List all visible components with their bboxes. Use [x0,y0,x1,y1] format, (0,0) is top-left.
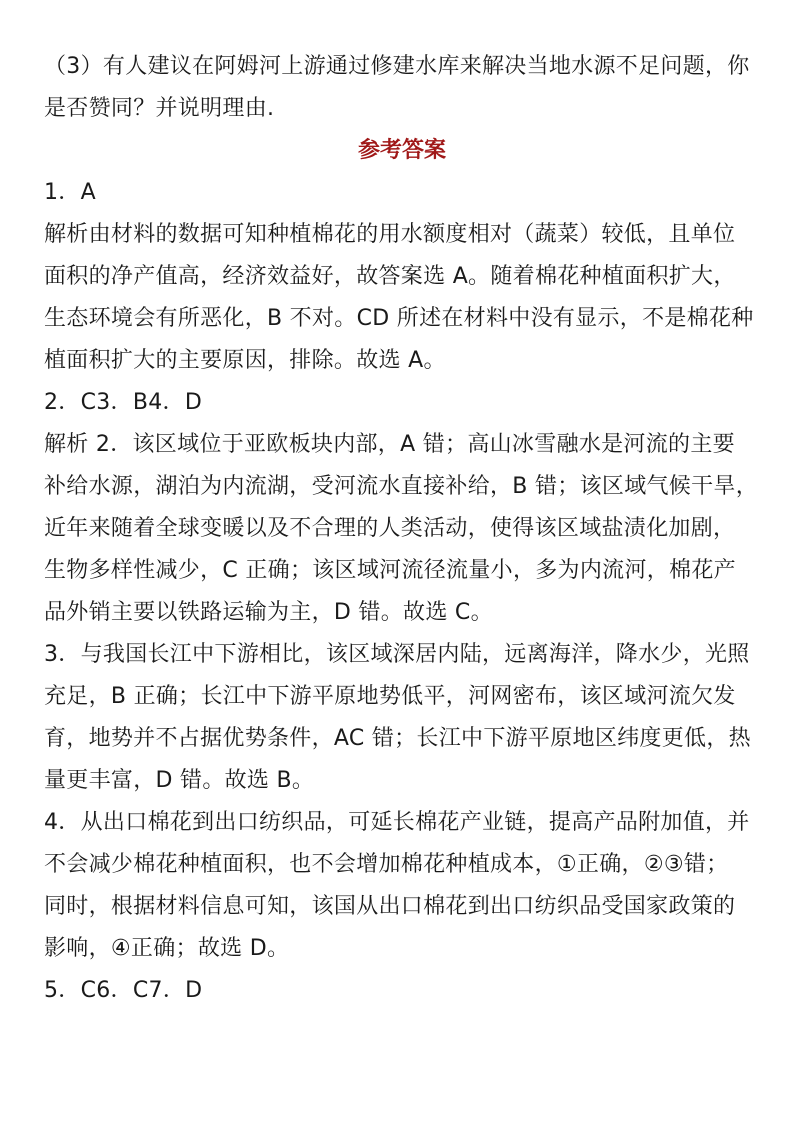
answer-line: 育，地势并不占据优势条件，AC 错；长江中下游平原地区纬度更低，热 [44,726,751,751]
answer-line: 3．与我国长江中下游相比，该区域深居内陆，远离海洋，降水少，光照 [44,642,750,667]
answer-line: 补给水源，湖泊为内流湖，受河流水直接补给，B 错；该区域气候干旱， [44,474,758,499]
answers-heading: 参考答案 [357,138,446,163]
question-block [44,46,760,130]
question-line: （3）有人建议在阿姆河上游通过修建水库来解决当地水源不足问题，你 [44,54,750,79]
answer-line: 4．从出口棉花到出口纺织品，可延长棉花产业链，提高产品附加值，并 [44,810,750,835]
document-page [44,46,760,1012]
answer-line: 近年来随着全球变暖以及不合理的人类活动，使得该区域盐渍化加剧， [44,516,736,541]
answer-line: 量更丰富，D 错。故选 B。 [44,768,315,793]
question-line: 是否赞同？并说明理由. [44,96,275,121]
answer-line: 解析由材料的数据可知种植棉花的用水额度相对（蔬菜）较低，且单位 [44,222,736,247]
answer-line: 解析 2．该区域位于亚欧板块内部，A 错；高山冰雪融水是河流的主要 [44,432,735,457]
answer-line: 充足，B 正确；长江中下游平原地势低平，河网密布，该区域河流欠发 [44,684,736,709]
answer-line: 2．C3．B4．D [44,390,203,415]
answer-line: 5．C6．C7．D [44,978,203,1003]
answer-line: 面积的净产值高，经济效益好，故答案选 A。随着棉花种植面积扩大， [44,264,736,289]
answer-line: 同时，根据材料信息可知，该国从出口棉花到出口纺织品受国家政策的 [44,894,736,919]
answer-line: 影响，④正确；故选 D。 [44,936,290,961]
answer-line: 植面积扩大的主要原因，排除。故选 A。 [44,348,446,373]
answer-line: 生物多样性减少，C 正确；该区域河流径流量小，多为内流河，棉花产 [44,558,736,583]
answer-line: 品外销主要以铁路运输为主，D 错。故选 C。 [44,600,493,625]
answer-line: 生态环境会有所恶化，B 不对。CD 所述在材料中没有显示，不是棉花种 [44,306,754,331]
answers-block [44,172,760,1012]
answer-line: 不会减少棉花种植面积，也不会增加棉花种植成本，①正确，②③错； [44,852,729,877]
answer-line: 1．A [44,180,96,205]
